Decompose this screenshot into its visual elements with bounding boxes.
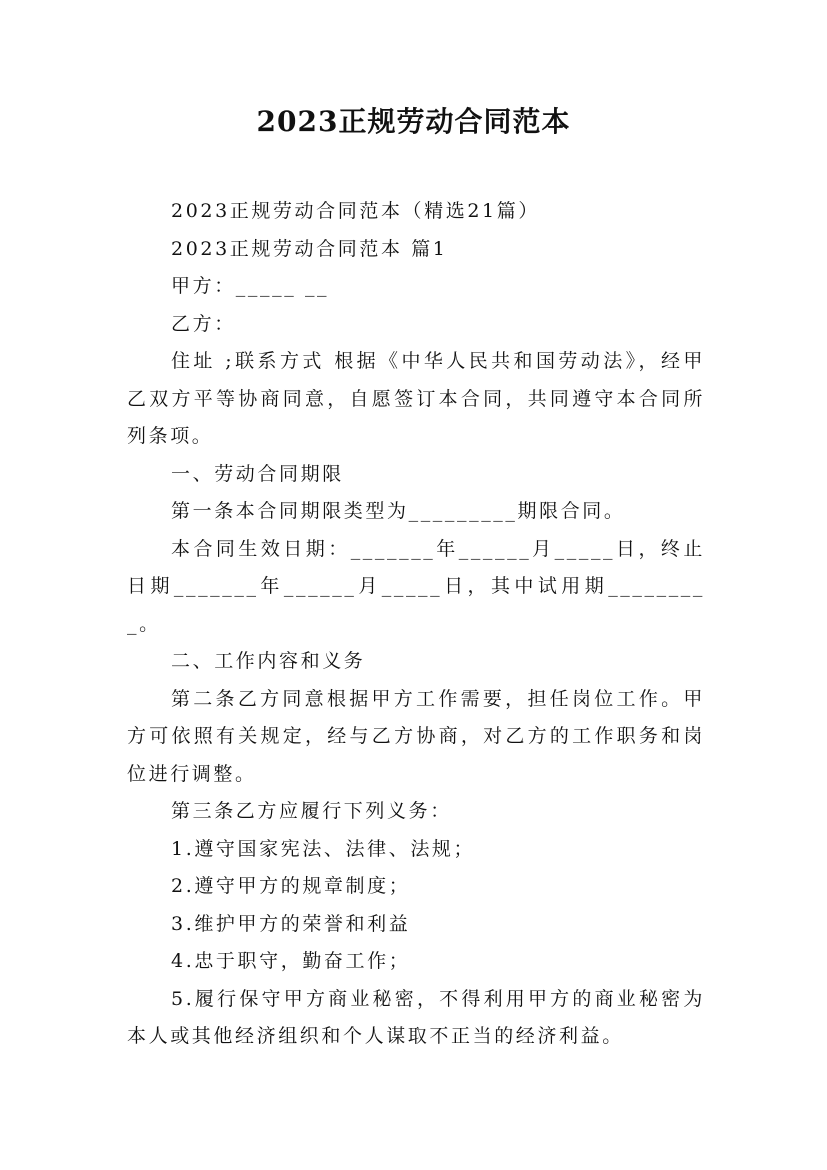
party-a-line: 甲方：_____ __ (171, 275, 330, 297)
list-item: 4.忠于职守，勤奋工作； (171, 950, 411, 972)
clause-paragraph: 第二条乙方同意根据甲方工作需要，担任岗位工作。甲方可依照有关规定，经与乙方协商，对乙方的工作职务和岗位进行调整。 (127, 687, 705, 785)
section-heading: 2023正规劳动合同范本 篇1 (171, 237, 448, 260)
clause-paragraph: 本合同生效日期：_______年______月_____日，终止日期_______年______月_____日，其中试用期_________。 (127, 537, 705, 635)
list-item: 2.遵守甲方的规章制度； (171, 875, 411, 897)
document-title: 2023正规劳动合同范本 (256, 105, 571, 138)
section-heading: 二、工作内容和义务 (171, 650, 366, 672)
list-item: 3.维护甲方的荣誉和利益 (171, 912, 411, 935)
subtitle-paragraph: 2023正规劳动合同范本（精选21篇） (171, 200, 540, 222)
party-b-line: 乙方： (171, 312, 236, 335)
document-body (127, 193, 705, 1056)
clause-paragraph: 第一条本合同期限类型为_________期限合同。 (171, 500, 626, 522)
clause-paragraph: 第三条乙方应履行下列义务： (171, 800, 452, 822)
address-paragraph: 住址 ;联系方式 根据《中华人民共和国劳动法》，经甲乙双方平等协商同意，自愿签订本合同，共同遵守本合同所列条项。 (127, 350, 705, 447)
list-item: 5.履行保守甲方商业秘密，不得利用甲方的商业秘密为本人或其他经济组织和个人谋取不正当的经济利益。 (127, 987, 705, 1047)
list-item: 1.遵守国家宪法、法律、法规； (171, 837, 476, 860)
section-heading: 一、劳动合同期限 (171, 462, 344, 485)
